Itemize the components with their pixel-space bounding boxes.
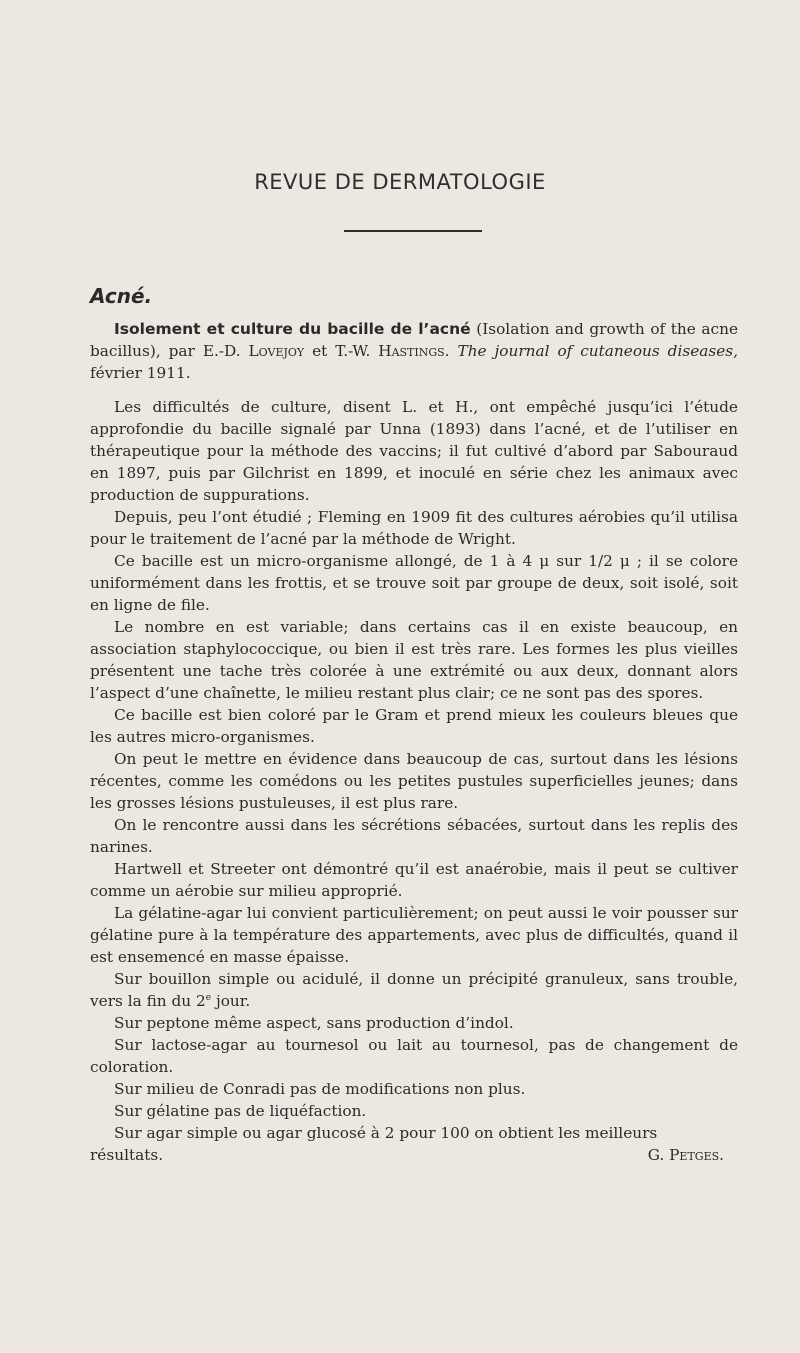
title-rule [344, 230, 482, 232]
signature: G. Petges. [647, 1146, 724, 1164]
article-header [90, 318, 738, 384]
bouillon-text: Sur bouillon simple ou acidulé, il donne un précipité granuleux, sans trouble, vers la fin du 2 [90, 970, 738, 1010]
article-body [90, 318, 738, 1166]
author-1: E.-D. Lovejoy [202, 342, 305, 360]
paragraph: Ce bacille est un micro-organisme allongé, de 1 à 4 μ sur 1/2 μ ; il se colore uniformément dans les frottis, et se trouve soit par groupe de deux, soit isolé, soit en ligne de file. [90, 552, 738, 614]
paragraph: Sur peptone même aspect, sans production d’indol. [114, 1014, 514, 1032]
author-2: T.-W. Hastings. [335, 342, 450, 360]
paragraph-bouillon [90, 968, 738, 1012]
journal-title: REVUE DE DERMATOLOGIE [254, 170, 546, 194]
paragraph: Ce bacille est bien coloré par le Gram et prend mieux les couleurs bleues que les autres micro-organismes. [90, 706, 738, 746]
last-word: résultats. [90, 1146, 164, 1164]
paragraph-last: Sur agar simple ou agar glucosé à 2 pour 100 on obtient les meilleurs [114, 1124, 658, 1142]
section-heading: Acné. [90, 284, 153, 308]
and-word: et [312, 342, 328, 360]
paragraph: Sur milieu de Conradi pas de modifications non plus. [114, 1080, 526, 1098]
article-title: Isolement et culture du bacille de l’acné [114, 320, 471, 338]
closing-line [90, 1144, 738, 1166]
bouillon-end: jour. [215, 992, 251, 1010]
paragraph: Le nombre en est variable; dans certains cas il en existe beaucoup, en association staphylococcique, ou bien il est très rare. Les formes les plus vieilles présentent une tache très colorée à une extrémité ou aux deux, donnant alors l’aspect d’une chaînette, le milieu restant plus clair; ce ne sont pas des spores. [90, 618, 738, 702]
paragraph: Les difficultés de culture, disent L. et H., ont empêché jusqu’ici l’étude approfondie du bacille signalé par Unna (1893) dans l’acné, et de l’utiliser en thérapeutique pour la méthode des vaccins; il fut cultivé d’abord par Sabouraud en 1897, puis par Gilchrist en 1899, et inoculé en série chez les animaux avec production de suppurations. [90, 398, 738, 504]
paragraph: On le rencontre aussi dans les sécrétions sébacées, surtout dans les replis des narines. [90, 816, 738, 856]
by-word: par [168, 342, 195, 360]
paragraph: On peut le mettre en évidence dans beaucoup de cas, surtout dans les lésions récentes, comme les comédons ou les petites pustules superficielles jeunes; dans les grosses lésions pustuleuses, il est plus rare. [90, 750, 738, 812]
paragraph: La gélatine-agar lui convient particulièrement; on peut aussi le voir pousser sur gélatine pure à la température des appartements, avec plus de difficultés, quand il est ensemencé en masse épaisse. [90, 904, 738, 966]
paragraph: Sur gélatine pas de liquéfaction. [114, 1102, 367, 1120]
publication-date: février 1911. [90, 364, 191, 382]
paragraph: Depuis, peu l’ont étudié ; Fleming en 1909 fit des cultures aérobies qu’il utilisa pour le traitement de l’acné par la méthode de Wright. [90, 508, 738, 548]
bouillon-superscript: e [205, 992, 212, 1003]
article-title-en: (Isolation and growth of the acne bacillus), [90, 320, 738, 360]
paragraph: Sur lactose-agar au tournesol ou lait au tournesol, pas de changement de coloration. [90, 1036, 738, 1076]
journal-name: The journal of cutaneous diseases, [457, 342, 738, 360]
paragraph: Hartwell et Streeter ont démontré qu’il est anaérobie, mais il peut se cultiver comme un aérobie sur milieu approprié. [90, 860, 738, 900]
